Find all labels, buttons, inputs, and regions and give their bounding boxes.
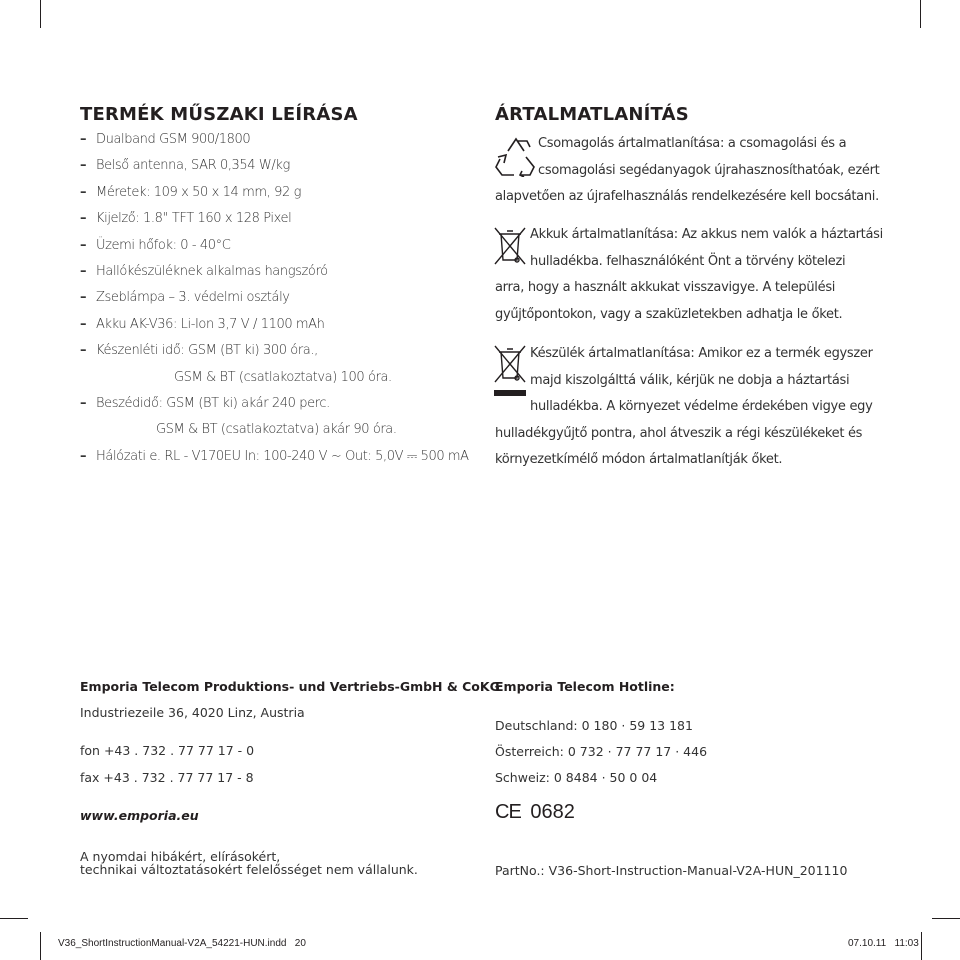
list-item-continued: GSM & BT (csatlakoztatva) 100 óra. — [174, 369, 392, 385]
list-item: – Üzemi hőfok: 0 - 40°C — [80, 237, 231, 253]
crop-mark — [0, 918, 28, 919]
list-item: – Hálózati e. RL - V170EU In: 100-240 V ~ Out: 5,0V ⎓ 500 mA — [80, 448, 469, 464]
slug-filename: V36_ShortInstructionManual-V2A_54221-HUN.indd 20 — [58, 938, 306, 949]
part-number: PartNo.: V36-Short-Instruction-Manual-V2A-HUN_201110 — [495, 863, 848, 878]
spec-list — [80, 132, 469, 475]
specs-title: TERMÉK MŰSZAKI LEÍRÁSA — [80, 104, 358, 125]
slug-divider — [921, 932, 922, 960]
hotline-germany: Deutschland: 0 180 · 59 13 181 — [495, 718, 693, 733]
list-item: – Belső antenna, SAR 0,354 W/kg — [80, 158, 290, 174]
company-phone: fon +43 . 732 . 77 77 17 - 0 — [80, 743, 255, 758]
website-link[interactable]: www.emporia.eu — [80, 808, 199, 823]
hotline-switzerland: Schweiz: 0 8484 · 50 0 04 — [495, 770, 658, 785]
ce-mark — [495, 801, 575, 824]
company-address: Industriezeile 36, 4020 Linz, Austria — [80, 705, 305, 720]
hotline-title: Emporia Telecom Hotline: — [495, 679, 675, 694]
list-item: – Beszédidő: GSM (BT ki) akár 240 perc. — [80, 395, 330, 411]
packaging-disposal: Csomagolás ártalmatlanítása: a csomagolási és a csomagolási segédanyagok újrahasznosíthatóak, ezért alapvetően az újrafelhasználás rendelkezésére kell bocsátani. — [495, 136, 880, 204]
device-disposal: Készülék ártalmatlanítása: Amikor ez a termék egyszer majd kiszolgálttá válik, kérjük ne dobja a háztartási hulladékba. A környezet védelme érdekében vigye egy hulladékgyűjtő pontra, ahol átveszik a régi készülékeket és környezetkímélő módon ártalmatlanítják őket. — [495, 346, 873, 467]
list-item: – Kijelző: 1.8" TFT 160 x 128 Pixel — [80, 211, 292, 227]
list-item: – Akku AK-V36: Li-Ion 3,7 V / 1100 mAh — [80, 316, 325, 332]
slug-date: 07.10.11 11:03 — [848, 938, 919, 949]
disclaimer: A nyomdai hibákért, elírásokért, technikai változtatásokért felelősséget nem vállalunk. — [80, 849, 418, 877]
hotline-austria: Österreich: 0 732 · 77 77 17 · 446 — [495, 744, 708, 759]
list-item: – Dualband GSM 900/1800 — [80, 132, 251, 147]
battery-disposal: Akkuk ártalmatlanítása: Az akkus nem valók a háztartási hulladékba. felhasználóként Önt a törvény kötelezi arra, hogy a használt akkukat visszavigye. A települési gyűjtőpontokon, vagy a szaküzletekben adhatja le őket. — [495, 227, 883, 322]
list-item: – Készenléti idő: GSM (BT ki) 300 óra., — [80, 343, 318, 359]
list-item: – Méretek: 109 x 50 x 14 mm, 92 g — [80, 184, 302, 200]
slug-divider — [40, 932, 41, 960]
crop-mark — [920, 0, 921, 28]
list-item-continued: GSM & BT (csatlakoztatva) akár 90 óra. — [156, 422, 397, 438]
list-item: – Hallókészüléknek alkalmas hangszóró — [80, 263, 328, 279]
notified-body-number: 0682 — [530, 801, 575, 823]
ce-icon: CE — [495, 801, 521, 823]
crop-mark — [932, 918, 960, 919]
list-item: – Zseblámpa – 3. védelmi osztály — [80, 290, 290, 306]
company-name: Emporia Telecom Produktions- und Vertriebs-GmbH & CoKG — [80, 679, 500, 694]
company-fax: fax +43 . 732 . 77 77 17 - 8 — [80, 770, 254, 785]
disposal-title: ÁRTALMATLANÍTÁS — [495, 104, 689, 125]
crop-mark — [40, 0, 41, 28]
